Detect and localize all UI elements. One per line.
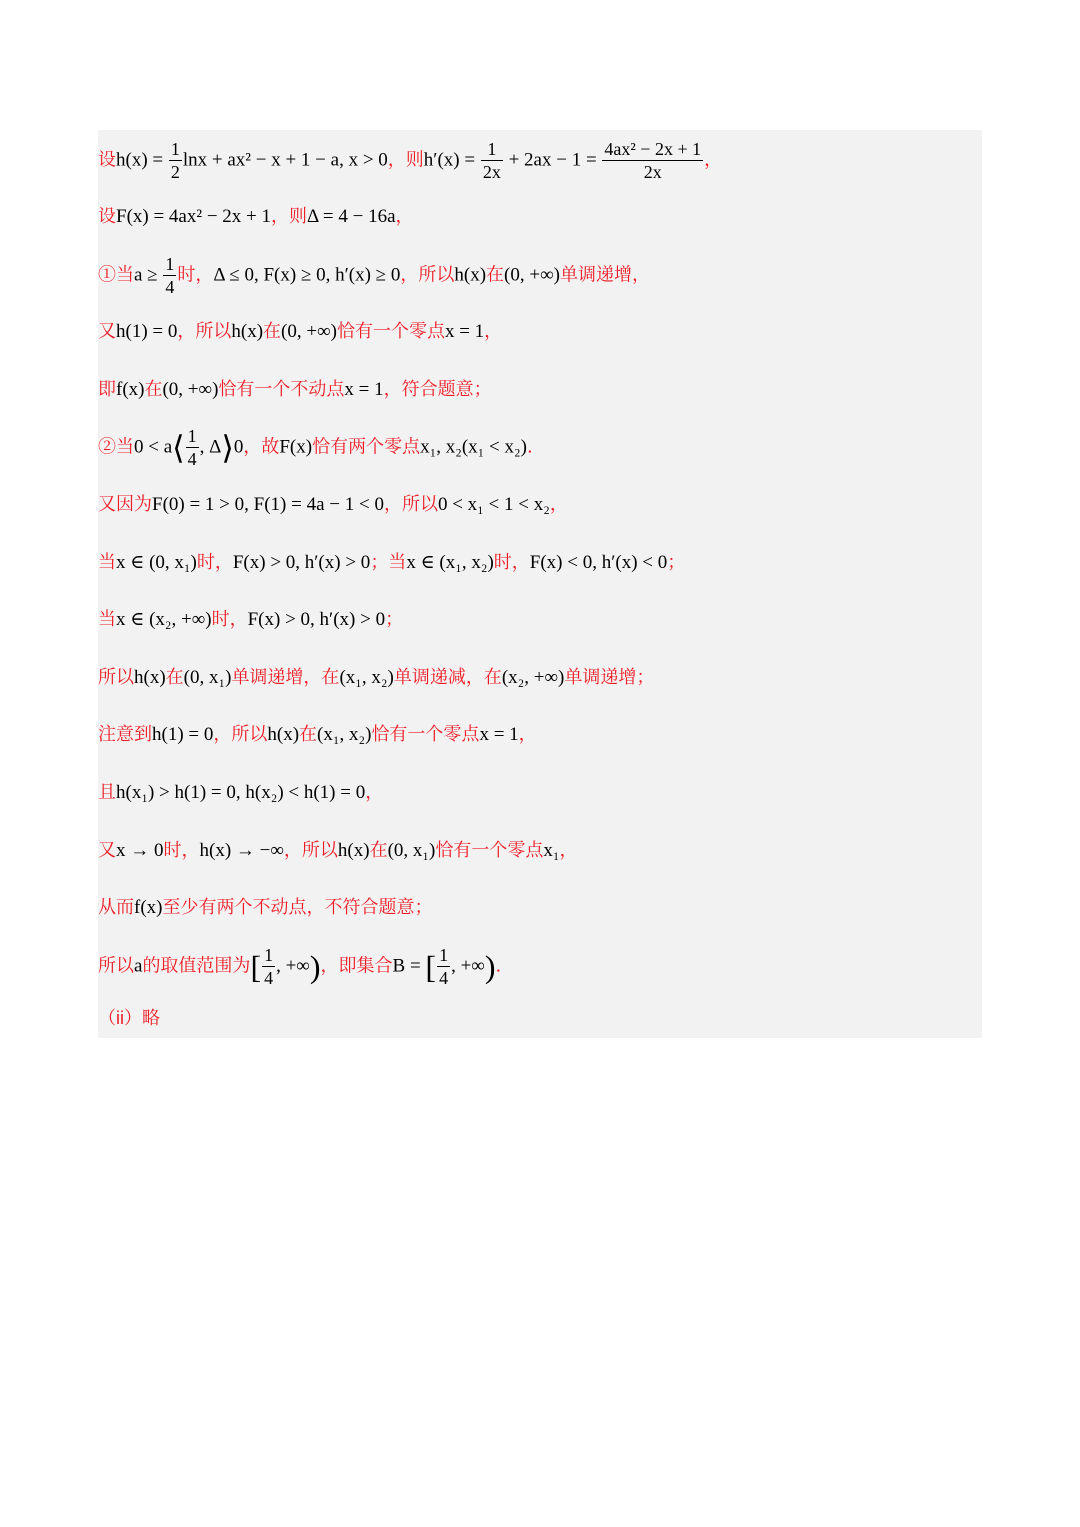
text: 所以 bbox=[98, 667, 134, 688]
formula: x ∈ (x₂, +∞) bbox=[116, 609, 212, 630]
text: 恰有两个零点 bbox=[312, 436, 421, 458]
formula: x = 1 bbox=[344, 379, 384, 400]
formula: B = bbox=[392, 955, 426, 977]
fraction: $\frac{1}{2}$ bbox=[170, 139, 180, 182]
formula: (0, +∞) bbox=[162, 379, 219, 400]
text: 至少有两个不动点，不符合题意； bbox=[162, 897, 433, 918]
left-bracket: [ bbox=[425, 948, 437, 985]
text: 设 bbox=[98, 206, 116, 227]
formula: x → 0 bbox=[116, 840, 164, 861]
formula: (0, x₁) bbox=[183, 667, 232, 688]
text: ， bbox=[518, 724, 537, 745]
left-bracket: [ bbox=[250, 948, 262, 985]
formula: h(x) = bbox=[116, 149, 168, 171]
formula: (0, x₁) bbox=[387, 840, 436, 861]
formula: (0, +∞) bbox=[281, 321, 337, 342]
formula: F(x) > 0, h′(x) > 0 bbox=[232, 552, 371, 573]
formula: x = 1 bbox=[444, 321, 485, 342]
formula: x₁ bbox=[543, 840, 560, 861]
line-10 bbox=[98, 658, 654, 698]
formula: h(x) → −∞ bbox=[199, 840, 284, 861]
text: 在 bbox=[144, 379, 163, 400]
line-6 bbox=[98, 427, 533, 467]
formula: (x₁, x₂) bbox=[339, 667, 394, 688]
formula: h(x) bbox=[337, 840, 370, 861]
text: 单调递增，在 bbox=[231, 667, 340, 688]
formula: x ∈ (0, x₁) bbox=[116, 552, 197, 573]
text: ，所以 bbox=[383, 494, 438, 515]
text: 时， bbox=[177, 264, 214, 286]
text: 恰有一个零点 bbox=[336, 321, 445, 342]
formula: (x₁, x₂) bbox=[317, 724, 372, 745]
text: ，所以 bbox=[400, 264, 455, 286]
text: ， bbox=[395, 206, 414, 227]
line-1 bbox=[98, 140, 722, 180]
line-3 bbox=[98, 255, 650, 295]
text: 恰有一个零点 bbox=[435, 840, 544, 861]
formula: x = 1 bbox=[479, 724, 519, 745]
text: 又 bbox=[98, 321, 116, 342]
line-15 bbox=[98, 946, 501, 986]
line-2 bbox=[98, 197, 414, 237]
formula: f(x) bbox=[116, 379, 145, 400]
text: 单调递增； bbox=[564, 667, 655, 688]
text: 恰有一个零点 bbox=[371, 724, 480, 745]
text: ②当 bbox=[98, 436, 134, 458]
fraction: $\frac{1}{2x}$ bbox=[482, 139, 501, 182]
formula: F(0) = 1 > 0, F(1) = 4a − 1 < 0 bbox=[152, 494, 384, 515]
text: ；当 bbox=[370, 552, 407, 573]
text: ， bbox=[549, 494, 568, 515]
right-angle-bracket: ⟩ bbox=[221, 429, 234, 466]
line-4 bbox=[98, 312, 502, 352]
text: 设 bbox=[98, 149, 116, 171]
text: 又 bbox=[98, 840, 116, 861]
text: 当 bbox=[98, 552, 116, 573]
fraction: $\frac{1}{4}$ bbox=[264, 945, 274, 988]
formula: a bbox=[134, 955, 143, 977]
text: 注意到 bbox=[98, 724, 152, 745]
formula: 0 bbox=[233, 436, 244, 458]
formula: x ∈ (x₁, x₂) bbox=[406, 552, 494, 573]
text: 时， bbox=[196, 552, 233, 573]
text: 单调递减，在 bbox=[393, 667, 502, 688]
formula: lnx + ax² − x + 1 − a, x > 0 bbox=[182, 149, 388, 171]
text: ，则 bbox=[387, 149, 424, 171]
fraction: $\frac{1}{4}$ bbox=[187, 426, 197, 469]
formula: h(x) bbox=[231, 321, 264, 342]
formula: F(x) = 4ax² − 2x + 1 bbox=[116, 206, 271, 227]
text: ，所以 bbox=[177, 321, 232, 342]
formula: F(x) < 0, h′(x) < 0 bbox=[529, 552, 668, 573]
formula: 0 < a bbox=[134, 436, 173, 458]
text: ，所以 bbox=[213, 724, 268, 745]
text: ； bbox=[385, 609, 404, 630]
text: 恰有一个不动点 bbox=[218, 379, 345, 400]
text: . bbox=[526, 436, 533, 458]
formula: f(x) bbox=[134, 897, 163, 918]
text: ； bbox=[667, 552, 686, 573]
formula: h(x₁) > h(1) = 0, h(x₂) < h(1) = 0 bbox=[116, 782, 366, 803]
text: 时， bbox=[493, 552, 530, 573]
formula: F(x) bbox=[279, 436, 313, 458]
formula: (0, +∞) bbox=[504, 264, 560, 286]
text: ， bbox=[704, 149, 723, 171]
text: ，符合题意； bbox=[383, 379, 492, 400]
formula: F(x) > 0, h′(x) > 0 bbox=[247, 609, 386, 630]
text: 所以 bbox=[98, 955, 134, 977]
right-paren: ) bbox=[309, 948, 321, 985]
text: ，即集合 bbox=[320, 955, 393, 977]
text: ，故 bbox=[243, 436, 280, 458]
text: 时， bbox=[163, 840, 200, 861]
text: ， bbox=[365, 782, 384, 803]
left-angle-bracket: ⟨ bbox=[172, 429, 185, 466]
formula: 0 < x₁ < 1 < x₂ bbox=[437, 494, 550, 515]
line-13 bbox=[98, 831, 577, 871]
text: 又因为 bbox=[98, 494, 152, 515]
text: 在 bbox=[165, 667, 184, 688]
formula: h(x) bbox=[454, 264, 487, 286]
line-7 bbox=[98, 485, 568, 525]
formula: , +∞ bbox=[451, 955, 485, 977]
text: ①当 bbox=[98, 264, 134, 286]
text: ， bbox=[484, 321, 503, 342]
line-9 bbox=[98, 600, 403, 640]
text: 在 bbox=[486, 264, 505, 286]
formula: Δ ≤ 0, F(x) ≥ 0, h′(x) ≥ 0 bbox=[213, 264, 401, 286]
text: 在 bbox=[263, 321, 282, 342]
formula: Δ = 4 − 16a bbox=[307, 206, 396, 227]
formula: h′(x) = bbox=[423, 149, 480, 171]
line-8 bbox=[98, 543, 685, 583]
formula: , Δ bbox=[199, 436, 222, 458]
text: 的取值范围为 bbox=[142, 955, 251, 977]
formula: h(x) bbox=[267, 724, 300, 745]
text: 当 bbox=[98, 609, 116, 630]
line-14 bbox=[98, 888, 432, 928]
line-12 bbox=[98, 773, 383, 813]
line-5 bbox=[98, 370, 492, 410]
formula: a ≥ bbox=[134, 264, 163, 286]
text: 单调递增， bbox=[559, 264, 650, 286]
formula: , +∞ bbox=[276, 955, 310, 977]
text: 在 bbox=[299, 724, 318, 745]
text: ， bbox=[559, 840, 578, 861]
text: ，所以 bbox=[283, 840, 338, 861]
formula: + 2ax − 1 = bbox=[503, 149, 602, 171]
line-11 bbox=[98, 715, 537, 755]
text: 在 bbox=[369, 840, 388, 861]
text: 时， bbox=[211, 609, 248, 630]
text: ，则 bbox=[271, 206, 307, 227]
fraction: $\frac{\text{4ax² − 2x + 1}}{2x}$ bbox=[604, 139, 702, 182]
fraction: $\frac{1}{4}$ bbox=[439, 945, 449, 988]
text: . bbox=[495, 955, 502, 977]
text: 即 bbox=[98, 379, 116, 400]
formula: (x₂, +∞) bbox=[501, 667, 565, 688]
text: 从而 bbox=[98, 897, 134, 918]
part-ii-note: （ii）略 bbox=[98, 1008, 160, 1028]
formula: h(1) = 0 bbox=[116, 321, 178, 342]
text: 且 bbox=[98, 782, 116, 803]
formula: x₁, x₂(x₁ < x₂) bbox=[420, 436, 527, 458]
fraction: $\frac{1}{4}$ bbox=[165, 254, 175, 297]
formula: h(1) = 0 bbox=[152, 724, 214, 745]
right-paren: ) bbox=[484, 948, 496, 985]
formula: h(x) bbox=[134, 667, 166, 688]
